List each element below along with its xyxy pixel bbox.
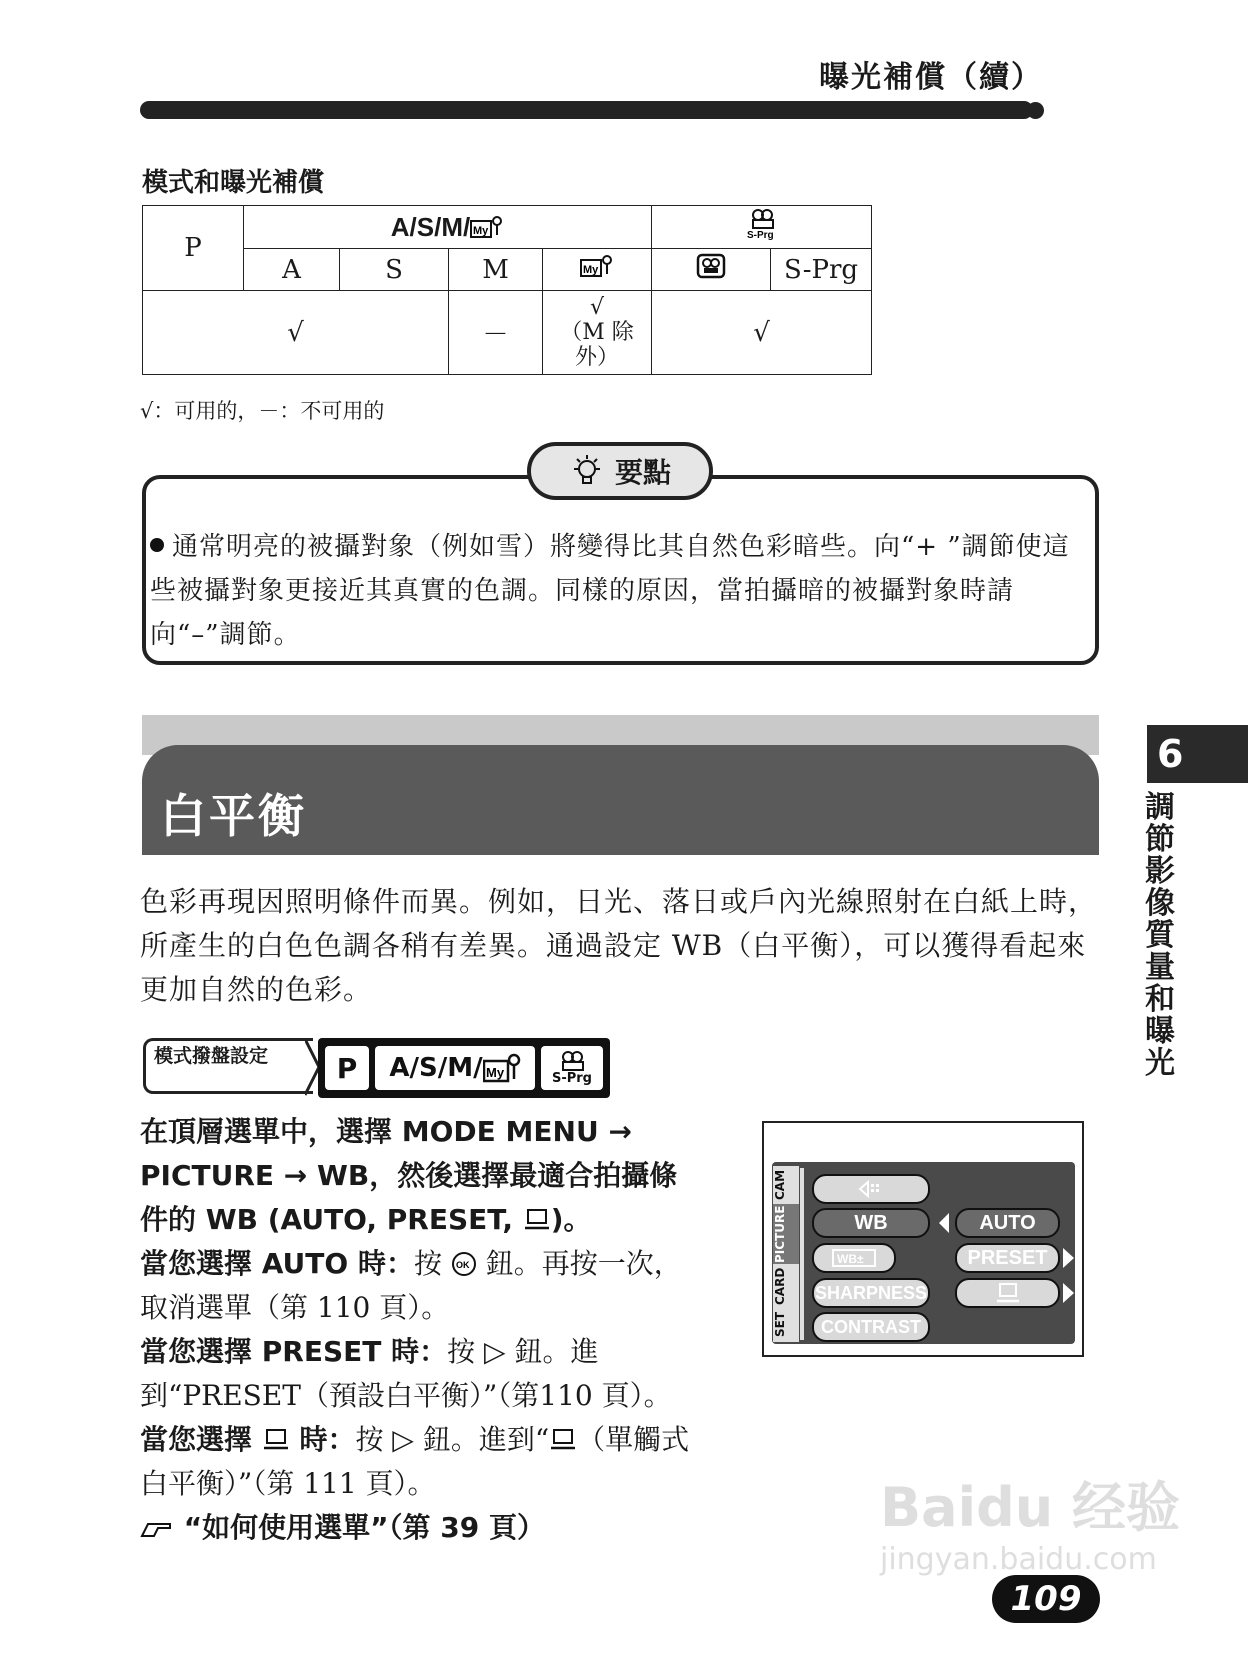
lcd-option-preset: PRESET xyxy=(955,1243,1060,1273)
my-mode-icon xyxy=(470,215,504,239)
my-mode-icon xyxy=(580,254,614,278)
lcd-tab-set: SET xyxy=(773,1311,787,1337)
tip-text-content: 通常明亮的被攝對象（例如雪）將變得比其自然色彩暗些。向“+ ”調節使這些被攝對象更接近其真實的色調。同樣的原因，當拍攝暗的被攝對象時請向“–”調節。 xyxy=(150,532,1070,650)
my-note-text: （M 除外） xyxy=(560,320,634,370)
step-auto xyxy=(140,1242,692,1330)
p-header: P xyxy=(143,206,244,291)
lcd-menu-quality xyxy=(812,1174,930,1204)
step-reference xyxy=(140,1506,692,1550)
one-touch-wb-icon xyxy=(523,1208,551,1232)
lcd-tab-card: CARD xyxy=(773,1267,787,1305)
col-m: M xyxy=(449,249,543,291)
lcd-tab-cam: CAM xyxy=(773,1169,787,1201)
lcd-scrollbar xyxy=(800,1168,804,1340)
lcd-tab-picture: PICTURE xyxy=(773,1204,799,1264)
step-reference-text: “如何使用選單”（第 39 頁） xyxy=(183,1511,546,1544)
step-1-end: )。 xyxy=(550,1203,592,1236)
lcd-option-auto: AUTO xyxy=(955,1208,1060,1238)
step-auto-body-b: 鈕。再按一次，取消選單（第 110 頁）。 xyxy=(140,1247,682,1324)
cell-check-movie: √ xyxy=(652,291,872,375)
cell-check-p-a-s: √ xyxy=(143,291,449,375)
cell-dash-m: － xyxy=(449,291,543,375)
header-dot xyxy=(985,102,1002,119)
movie-sprg-icon xyxy=(555,1051,589,1071)
watermark xyxy=(880,1465,1180,1577)
movie-sprg-icon xyxy=(745,208,779,240)
col-movie xyxy=(652,249,771,291)
lcd-option-one-touch xyxy=(955,1278,1060,1308)
header-bar xyxy=(140,101,1033,119)
step-preset-body: 按 ▷ 鈕。進到“PRESET（預設白平衡）”（第110 頁）。 xyxy=(140,1335,672,1412)
step-preset xyxy=(140,1330,692,1418)
wb-compensation-icon xyxy=(832,1248,876,1268)
lcd-menu-wb: WB xyxy=(812,1208,930,1238)
col-a: A xyxy=(244,249,340,291)
svg-text:My: My xyxy=(583,264,599,276)
step-1-text: 在頂層選單中，選擇 MODE MENU → PICTURE → WB，然後選擇最適合拍攝條件的 WB (AUTO, PRESET, xyxy=(140,1115,678,1236)
step-one-body-b: （單觸式白平衡）”（第 111 頁）。 xyxy=(140,1423,690,1500)
tip-label xyxy=(527,442,713,500)
mode-section-title: 模式和曝光補償 xyxy=(142,168,325,198)
mode-sprg-text: S-Prg xyxy=(551,1070,592,1086)
mode-p: P xyxy=(325,1046,369,1090)
my-mode-icon xyxy=(483,1053,521,1083)
step-one-touch xyxy=(140,1418,692,1506)
section-title: 白平衡 xyxy=(160,789,307,843)
svg-text:My: My xyxy=(473,224,489,237)
mode-asm xyxy=(375,1046,535,1090)
lightbulb-icon xyxy=(569,453,605,489)
step-1 xyxy=(140,1110,692,1242)
pointing-hand-icon xyxy=(140,1518,174,1540)
mode-asm-text: A/S/M/ xyxy=(389,1053,483,1083)
lcd-menu-contrast: CONTRAST xyxy=(812,1312,930,1342)
tip-label-text: 要點 xyxy=(614,456,671,489)
page-number: 109 xyxy=(992,1575,1100,1623)
svg-text:My: My xyxy=(485,1065,504,1080)
page-header-title: 曝光補償（續） xyxy=(819,60,1043,95)
lcd-right-arrow-icon xyxy=(1063,1248,1074,1268)
one-touch-wb-icon xyxy=(995,1282,1021,1304)
one-touch-wb-icon xyxy=(549,1428,577,1452)
image-quality-icon xyxy=(858,1179,884,1199)
watermark-sub: jingyan.baidu.com xyxy=(880,1542,1157,1577)
watermark-main: Baidu 经验 xyxy=(880,1476,1181,1539)
tip-text xyxy=(150,525,1095,657)
svg-text:WB±: WB± xyxy=(837,1252,864,1266)
my-note-check: √ xyxy=(589,295,605,320)
bullet-icon xyxy=(150,538,164,552)
movie-icon xyxy=(696,253,726,279)
one-touch-wb-icon xyxy=(262,1428,290,1452)
svg-text:S-Prg: S-Prg xyxy=(746,229,774,240)
mode-table xyxy=(142,205,872,375)
intro-paragraph: 色彩再現因照明條件而異。例如，日光、落日或戶內光線照射在白紙上時，所產生的白色色調各稍有差異。通過設定 WB（白平衡），可以獲得看起來更加自然的色彩。 xyxy=(140,885,1098,1006)
header-dot xyxy=(1027,102,1044,119)
step-preset-head: 當您選擇 PRESET 時： xyxy=(140,1335,448,1368)
cell-my-note xyxy=(543,291,652,375)
asm-group-header xyxy=(244,206,652,249)
asm-group-label: A/S/M/ xyxy=(390,211,471,242)
movie-group-header xyxy=(652,206,872,249)
mode-sprg xyxy=(541,1046,603,1090)
col-s: S xyxy=(340,249,449,291)
lcd-menu-sharpness: SHARPNESS xyxy=(812,1278,930,1308)
mode-dial-label: 模式撥盤設定 xyxy=(143,1038,313,1094)
lcd-right-arrow-icon xyxy=(1063,1283,1074,1303)
col-sprg: S-Prg xyxy=(771,249,872,291)
header-dot xyxy=(1006,102,1023,119)
ok-button-icon xyxy=(451,1251,477,1277)
step-auto-head: 當您選擇 AUTO 時： xyxy=(140,1247,414,1280)
lcd-tabs xyxy=(773,1166,799,1342)
svg-text:OK: OK xyxy=(455,1260,470,1270)
step-one-head: 當您選擇 xyxy=(140,1423,262,1456)
chapter-number: 6 xyxy=(1147,725,1248,783)
lcd-menu-wb-comp xyxy=(812,1243,896,1273)
step-one-body-a: 按 ▷ 鈕。進到“ xyxy=(355,1423,550,1456)
step-one-head-end: 時： xyxy=(289,1423,356,1456)
chapter-title: 調節影像質量和曝光 xyxy=(1145,790,1175,1081)
step-auto-body-a: 按 xyxy=(413,1247,451,1280)
instruction-steps xyxy=(140,1110,692,1550)
col-my xyxy=(543,249,652,291)
lcd-left-arrow-icon xyxy=(937,1211,951,1235)
table-legend: √：可用的，－：不可用的 xyxy=(140,399,385,423)
